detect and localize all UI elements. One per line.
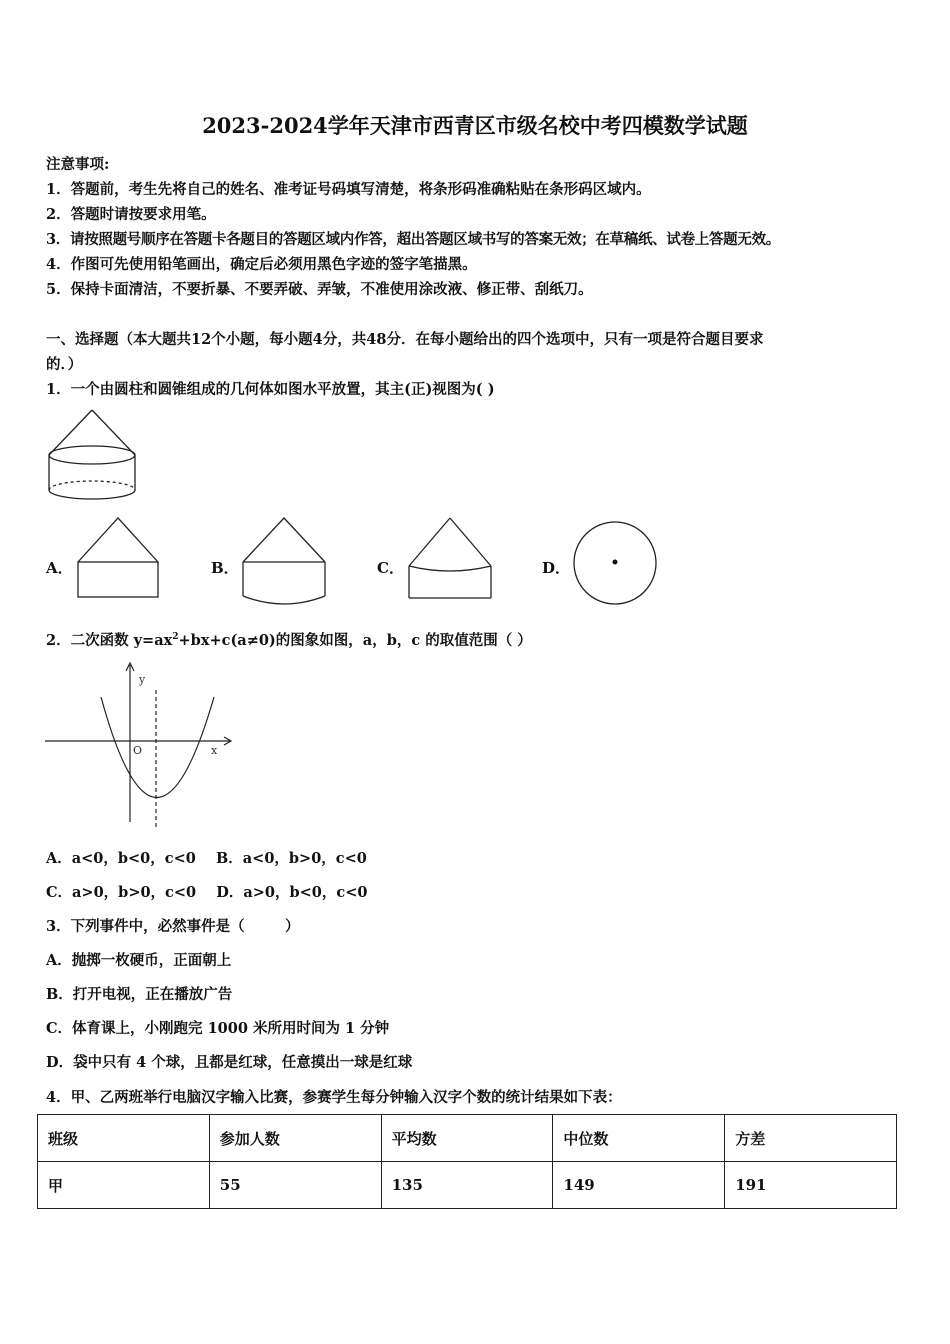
q2-options-row2: C．a>0，b>0，c<0 D．a>0，b<0，c<0 [46,884,368,901]
table-header-cell: 中位数 [553,1115,725,1162]
q2-stem-pre: 2．二次函数 y=ax [46,632,173,649]
table-header-cell: 参加人数 [209,1115,381,1162]
q2-origin-label: O [133,744,143,757]
q2-stem-post: +bx+c(a≠0)的图象如图，a，b，c 的取值范围（ ） [178,632,532,649]
table-cell: 135 [381,1162,553,1209]
table-header-cell: 班级 [38,1115,210,1162]
notice-item: 5．保持卡面清洁，不要折暴、不要弄破、弄皱，不准使用涂改液、修正带、刮纸刀。 [46,281,593,298]
table-cell: 55 [209,1162,381,1209]
q3-option-a: A．抛掷一枚硬币，正面朝上 [46,952,232,969]
table-cell: 191 [725,1162,897,1209]
q4-stats-table [37,1114,897,1209]
q1-option-b-label: B． [211,559,239,577]
q2-options-row1: A．a<0，b<0，c<0 B．a<0，b>0，c<0 [46,850,367,867]
q3-option-d: D．袋中只有 4 个球，且都是红球，任意摸出一球是红球 [46,1054,413,1071]
q2-stem [46,629,532,650]
notice-item: 4．作图可先使用铅笔画出，确定后必须用黑色字迹的签字笔描黑。 [46,256,477,273]
section-heading: 一、选择题（本大题共12个小题，每小题4分，共48分．在每小题给出的四个选项中，只有一项是符合题目要求 [46,331,764,348]
q4-stem: 4．甲、乙两班举行电脑汉字输入比赛，参赛学生每分钟输入汉字个数的统计结果如下表： [46,1089,622,1106]
notice-item: 1．答题前，考生先将自己的姓名、准考证号码填写清楚，将条形码准确粘贴在条形码区域内。 [46,181,651,198]
q2-y-axis-label: y [139,673,146,686]
q3-option-b: B．打开电视，正在播放广告 [46,986,233,1003]
table-row [38,1162,897,1209]
q2-stem-exponent: 2 [172,632,179,643]
q3-option-c: C．体育课上，小刚跑完 1000 米所用时间为 1 分钟 [46,1020,390,1037]
table-header-cell: 方差 [725,1115,897,1162]
table-header-cell: 平均数 [381,1115,553,1162]
q3-stem: 3．下列事件中，必然事件是（ ） [46,918,300,935]
notice-heading: 注意事项: [46,156,110,173]
q1-option-d-label: D． [542,559,571,577]
section-heading-cont: 的．） [46,356,83,373]
table-cell: 甲 [38,1162,210,1209]
table-header-row [38,1115,897,1162]
q1-option-a-label: A． [46,559,73,577]
table-cell: 149 [553,1162,725,1209]
page-title: 2023-2024学年天津市西青区市级名校中考四模数学试题 [202,113,748,138]
notice-item: 2．答题时请按要求用笔。 [46,206,216,223]
q1-stem: 1．一个由圆柱和圆锥组成的几何体如图水平放置，其主(正)视图为( ) [46,381,495,398]
q1-option-c-label: C． [377,559,404,577]
q2-x-axis-label: x [211,744,218,757]
notice-item: 3．请按照题号顺序在答题卡各题目的答题区域内作答，超出答题区域书写的答案无效；在草稿纸、试卷上答题无效。 [46,231,780,248]
